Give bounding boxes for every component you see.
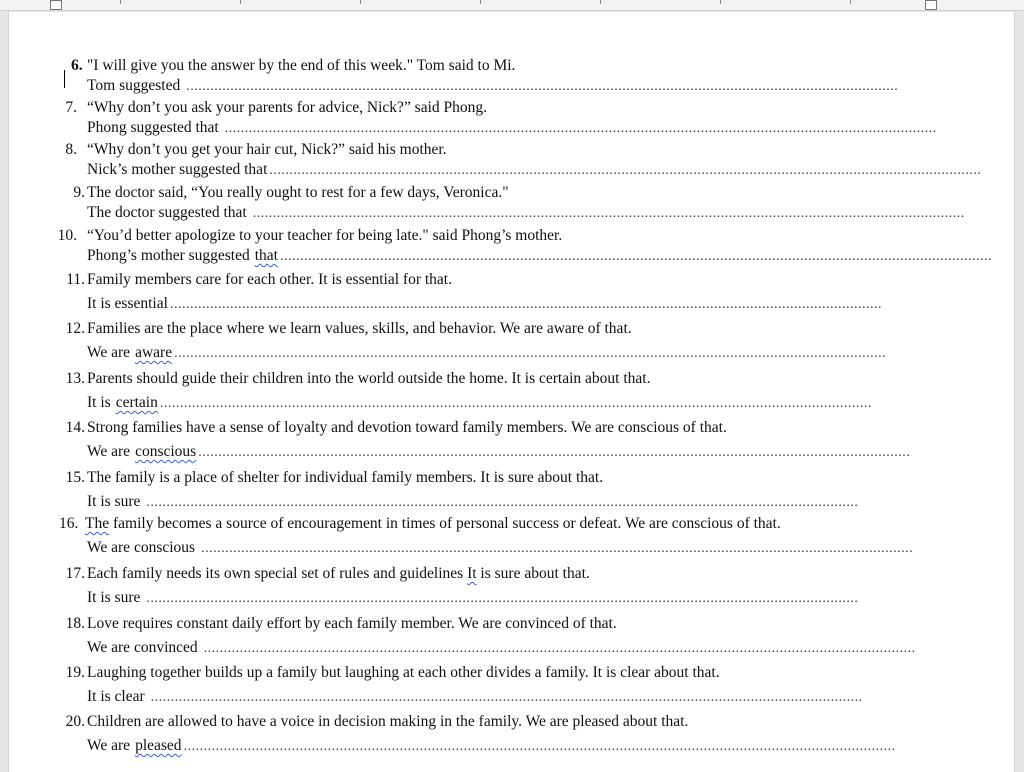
answer-prefix: The doctor suggested that	[87, 204, 247, 221]
item-number: 6.	[71, 57, 83, 74]
item-number: 8.	[65, 141, 77, 158]
answer-line[interactable]: Phong suggested that ..................................................................................................................................................................................	[87, 119, 937, 136]
exercise-item	[9, 56, 1014, 96]
answer-prefix: Nick’s mother suggested that	[87, 161, 268, 178]
question-text: family becomes a source of encouragement in times of personal success or defeat. We are conscious of that.	[112, 515, 781, 532]
answer-prefix: Tom suggested	[87, 77, 181, 94]
answer-prefix: It is essential	[87, 295, 168, 312]
item-number: 14.	[65, 419, 85, 436]
exercise-item	[9, 514, 1014, 558]
answer-squiggle-word: conscious	[135, 443, 197, 460]
exercise-item	[9, 319, 1014, 363]
item-question: Laughing together builds up a family but laughing at each other divides a family. It is clear about that.	[87, 664, 720, 681]
answer-line[interactable]: Nick’s mother suggested that ..................................................................................................................................................................................	[87, 161, 982, 178]
item-number: 16.	[59, 515, 79, 532]
answer-line[interactable]: We are conscious ..................................................................................................................................................................................	[87, 443, 911, 460]
answer-line[interactable]: It is clear ..................................................................................................................................................................................	[87, 688, 863, 705]
exercise-item	[9, 183, 1014, 223]
exercise-item	[9, 712, 1014, 756]
item-number: 18.	[65, 615, 85, 632]
item-question: Children are allowed to have a voice in decision making in the family. We are pleased about that.	[87, 713, 689, 730]
answer-line[interactable]: Phong’s mother suggested that ..................................................................................................................................................................................	[87, 247, 992, 264]
item-number: 19.	[65, 664, 85, 681]
answer-prefix: We are convinced	[87, 639, 198, 656]
answer-line[interactable]: It is essential ..................................................................................................................................................................................	[87, 295, 882, 312]
item-question: The family is a place of shelter for individual family members. It is sure about that.	[87, 469, 604, 486]
answer-line[interactable]: Tom suggested ..................................................................................................................................................................................	[87, 77, 899, 94]
exercise-item	[9, 663, 1014, 707]
item-question: Love requires constant daily effort by each family member. We are convinced of that.	[87, 615, 617, 632]
question-squiggle-word: It	[467, 565, 477, 582]
exercise-item	[9, 270, 1014, 314]
exercise-item	[9, 226, 1014, 266]
exercise-item	[9, 369, 1014, 413]
exercise-item	[9, 140, 1014, 180]
answer-line[interactable]: We are convinced ..................................................................................................................................................................................	[87, 639, 916, 656]
item-question: “You’d better apologize to your teacher for being late." said Phong’s mother.	[87, 227, 563, 244]
answer-line[interactable]: We are conscious ..................................................................................................................................................................................	[87, 539, 914, 556]
document-page[interactable]	[8, 12, 1015, 772]
item-number: 7.	[65, 99, 77, 116]
question-squiggle-word: The	[85, 515, 110, 532]
exercise-item	[9, 98, 1014, 138]
answer-squiggle-word: that	[254, 247, 278, 264]
item-number: 15.	[65, 469, 85, 486]
item-question: “Why don’t you ask your parents for advice, Nick?” said Phong.	[87, 99, 488, 116]
answer-line[interactable]: We are aware ..................................................................................................................................................................................	[87, 344, 887, 361]
answer-prefix: We are	[87, 344, 131, 361]
answer-prefix: We are	[87, 443, 131, 460]
answer-prefix: It is sure	[87, 493, 141, 510]
item-question: “Why don’t you get your hair cut, Nick?” said his mother.	[87, 141, 447, 158]
item-number: 11.	[66, 271, 85, 288]
item-number: 12.	[65, 320, 85, 337]
item-question: "I will give you the answer by the end of this week." Tom said to Mi.	[87, 57, 516, 74]
answer-prefix: Phong suggested that	[87, 119, 219, 136]
answer-prefix: It is	[87, 394, 111, 411]
answer-squiggle-word: pleased	[135, 737, 182, 754]
answer-squiggle-word: certain	[115, 394, 158, 411]
question-text: Each family needs its own special set of rules and guidelines	[87, 565, 464, 582]
item-question: Families are the place where we learn values, skills, and behavior. We are aware of that.	[87, 320, 632, 337]
answer-squiggle-word: aware	[135, 344, 173, 361]
item-question: Family members care for each other. It is essential for that.	[87, 271, 452, 288]
answer-prefix: Phong’s mother suggested	[87, 247, 250, 264]
item-number: 9.	[73, 184, 85, 201]
question-tail: is sure about that.	[480, 565, 590, 582]
item-question	[85, 514, 781, 534]
item-number: 13.	[65, 370, 85, 387]
indent-marker-icon[interactable]	[50, 0, 62, 10]
answer-line[interactable]: It is sure ..................................................................................................................................................................................	[87, 589, 859, 606]
item-question: Parents should guide their children into the world outside the home. It is certain about that.	[87, 370, 651, 387]
right-indent-marker-icon[interactable]	[925, 0, 937, 10]
ruler[interactable]	[0, 0, 1024, 11]
item-question: Strong families have a sense of loyalty and devotion toward family members. We are conscious of that.	[87, 419, 727, 436]
answer-prefix: We are	[87, 737, 131, 754]
answer-line[interactable]: The doctor suggested that ..................................................................................................................................................................................	[87, 204, 965, 221]
answer-line[interactable]: We are pleased ..................................................................................................................................................................................	[87, 737, 896, 754]
item-number: 10.	[57, 227, 77, 244]
exercise-item	[9, 614, 1014, 658]
answer-prefix: It is clear	[87, 688, 145, 705]
item-question: The doctor said, “You really ought to rest for a few days, Veronica."	[87, 184, 509, 201]
answer-prefix: It is sure	[87, 589, 141, 606]
exercise-item	[9, 418, 1014, 462]
answer-line[interactable]: It is certain ..................................................................................................................................................................................	[87, 394, 872, 411]
item-number: 20.	[65, 713, 85, 730]
item-number: 17.	[65, 565, 85, 582]
item-question	[87, 564, 590, 584]
exercise-item	[9, 564, 1014, 608]
answer-line[interactable]: It is sure ..................................................................................................................................................................................	[87, 493, 859, 510]
answer-prefix: We are conscious	[87, 539, 196, 556]
exercise-item	[9, 468, 1014, 512]
